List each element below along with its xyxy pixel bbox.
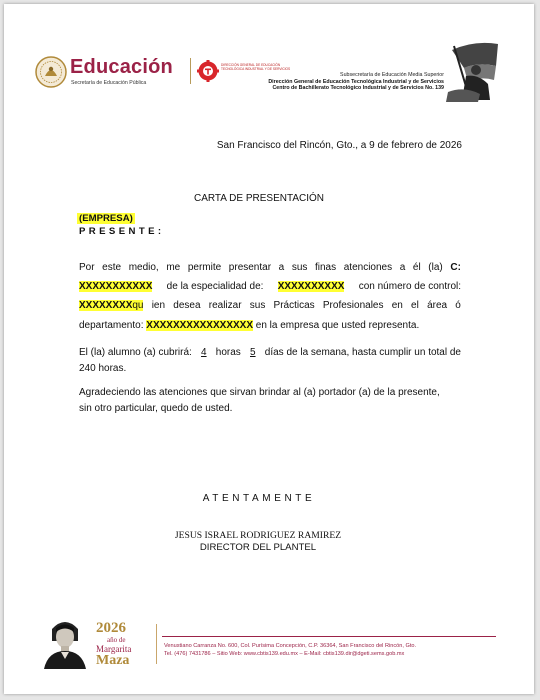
institution-lines [268,72,444,92]
paragraph-3-line-2: sin otro particular, quedo de usted. [79,403,233,414]
paragraph-word: ó [455,300,461,311]
paragraph-word: Profesionales [322,300,384,311]
paragraph-word: permite [187,262,222,273]
department-placeholder: XXXXXXXXXXXXXXXX [146,320,253,331]
paragraph-word: ien [151,300,166,311]
subsecretaria-line: Subsecretaría de Educación Media Superior [340,72,444,78]
paragraph-word: a [399,262,406,273]
footer-rule [162,636,496,637]
paragraph-1-line-2 [79,281,461,292]
paragraph-1-line-3 [79,300,461,311]
paragraph-word: en [391,300,403,311]
footer-maza: Maza [96,653,130,668]
letter-title: CARTA DE PRESENTACIÓN [193,193,325,204]
signature-block [4,530,512,554]
brand-subtitle: Secretaría de Educación Pública [71,80,147,86]
signer-name: JESUS ISRAEL RODRIGUEZ RAMIREZ [174,530,342,541]
control-number-group [79,300,143,311]
letter-date: San Francisco del Rincón, Gto., a 9 de febrero de 2026 [216,140,462,151]
paragraph-word: desea [173,300,201,311]
paragraph-1-line-4 [79,320,461,331]
letter-page [4,4,534,694]
paragraph-word: Por [79,262,95,273]
department-suffix: en la empresa que usted representa. [255,320,420,331]
margarita-maza-portrait-icon [40,615,90,669]
specialty-label: de la especialidad de: [166,281,264,292]
company-placeholder: (EMPRESA) [79,213,133,224]
paragraph-word: este [102,262,122,273]
paragraph-word: el [411,300,419,311]
paragraph-word: realizar [208,300,242,311]
paragraph-word: sus [291,262,308,273]
control-number-label: con número de control: [358,281,461,292]
footer-divider [156,624,157,664]
paragraph-word: atenciones [343,262,393,273]
student-name-placeholder: XXXXXXXXXXX [79,281,153,292]
paragraph-word: finas [315,262,337,273]
footer-address-block [164,642,416,658]
footer-year: 2026 [96,620,126,636]
dgeti-logo-text [221,63,290,71]
brand-title: Educación [70,56,173,78]
paragraph-1-line-1 [79,262,461,273]
header-divider [190,58,191,84]
paragraph-word: me [166,262,181,273]
footer-anio: año de [107,636,126,644]
salutation: PRESENTE: [79,226,165,237]
paragraph-word: a [278,262,285,273]
closing: ATENTAMENTE [202,493,316,504]
footer-margarita: Margarita [96,644,132,654]
national-seal-icon [35,56,67,88]
dgeti-line: Dirección General de Educación Tecnológica Industrial y de Servicios [268,78,444,85]
paragraph-3-line-1: Agradeciendo las atenciones que sirvan brindar al (a) portador (a) de la presente, [79,387,440,398]
paragraph-word: sus [249,300,266,311]
specialty-placeholder: XXXXXXXXXX [277,281,345,292]
signer-role: DIRECTOR DEL PLANTEL [199,542,317,553]
schedule-label: El (la) alumno (a) cubrirá: [79,347,192,358]
dgeti-gear-logo-icon [197,60,219,82]
paragraph-word: medio, [128,262,159,273]
paragraph-2-line-2: 240 horas. [79,363,127,374]
days-label: días de la semana, hasta cumplir un total de [264,347,461,358]
department-label: departamento: [79,320,144,331]
paragraph-word: él [412,262,421,273]
days-value: 5 [250,347,256,358]
paragraph-word: área [427,300,448,311]
paragraph-word: presentar [228,262,272,273]
paragraph-2-line-1 [79,347,461,358]
dgeti-text-line-2: TECNOLÓGICA INDUSTRIAL Y DE SERVICIOS [221,67,291,71]
paragraph-word: C: [450,262,461,273]
paragraph-word: Prácticas [273,300,315,311]
flag-bearer-emblem-icon [444,40,504,102]
footer-address: Venustiano Carranza No. 600, Col. Purísima Concepción, C.P. 36364, San Francisco del Rincón, Gto. [164,643,417,649]
control-number-placeholder: XXXXXXXX [79,300,133,311]
hours-value: 4 [201,347,207,358]
footer-contact: Tel. (476) 7431786 – Sitio Web: www.cbtis139.edu.mx – E-Mail: cbtis139.dir@dgeti.sems.gob.mx [164,651,405,657]
cbtis-line: Centro de Bachillerato Tecnológico Industrial y de Servicios No. 139 [272,85,444,92]
highlighted-fragment: qu [132,300,144,311]
hours-label: horas [215,347,241,358]
paragraph-word: (la) [428,262,443,273]
dgeti-text-line-1: DIRECCIÓN GENERAL DE EDUCACIÓN [221,63,281,67]
